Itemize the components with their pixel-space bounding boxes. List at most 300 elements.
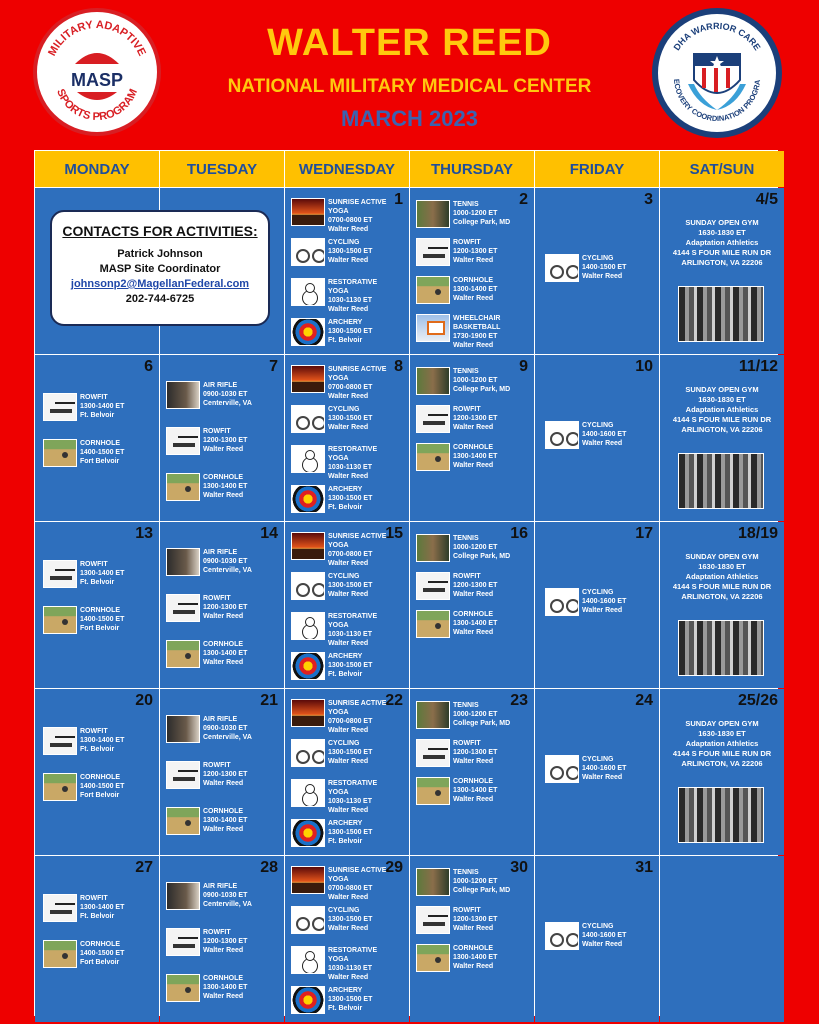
activity-line: 1300-1500 ET bbox=[328, 916, 373, 923]
activity-entry bbox=[166, 928, 247, 956]
activity-line: 1200-1300 ET bbox=[453, 415, 498, 422]
archery-icon bbox=[291, 819, 325, 847]
activity-entry bbox=[291, 612, 377, 648]
activity-line: 0700-0800 ET bbox=[328, 551, 373, 558]
activity-line: 1400-1500 ET bbox=[80, 449, 125, 456]
activity-line: Walter Reed bbox=[453, 925, 494, 932]
activity-line: 1300-1400 ET bbox=[203, 984, 248, 991]
cornhole-icon bbox=[416, 276, 450, 304]
activity-line: Ft. Belvoir bbox=[328, 1005, 363, 1012]
open-gym-text bbox=[664, 719, 780, 769]
activity-line: YOGA bbox=[328, 956, 349, 963]
date-number: 8 bbox=[394, 358, 403, 375]
activity-text bbox=[203, 548, 252, 575]
activity-entry bbox=[291, 779, 377, 815]
activity-line: CORNHOLE bbox=[203, 474, 244, 481]
date-number: 25/26 bbox=[737, 692, 778, 709]
activity-text bbox=[203, 640, 247, 667]
activity-entry bbox=[43, 894, 124, 922]
activity-text bbox=[453, 739, 497, 766]
date-number: 18/19 bbox=[737, 525, 778, 542]
activity-line: Walter Reed bbox=[203, 492, 244, 499]
activity-line: ROWFIT bbox=[453, 406, 481, 413]
activity-entry bbox=[43, 940, 124, 968]
cornhole-icon bbox=[416, 610, 450, 638]
activity-line: 1400-1500 ET bbox=[582, 264, 627, 271]
svg-text:DHA WARRIOR CARE: DHA WARRIOR CARE bbox=[671, 20, 763, 53]
activity-line: CORNHOLE bbox=[80, 941, 121, 948]
date-number: 11/12 bbox=[738, 358, 778, 375]
activity-line: Centerville, VA bbox=[203, 400, 252, 407]
activity-text bbox=[328, 485, 372, 512]
day-cell bbox=[285, 355, 409, 521]
activity-line: 0700-0800 ET bbox=[328, 384, 373, 391]
activity-line: Fort Belvoir bbox=[80, 792, 120, 799]
day-header-monday: MONDAY bbox=[35, 151, 159, 187]
rowfit-icon bbox=[166, 928, 200, 956]
activity-text bbox=[203, 807, 247, 834]
activity-line: Centerville, VA bbox=[203, 734, 252, 741]
svg-text:MASP: MASP bbox=[70, 70, 124, 90]
activity-line: 1400-1500 ET bbox=[80, 616, 125, 623]
activity-line: 1200-1300 ET bbox=[453, 248, 498, 255]
cornhole-icon bbox=[43, 606, 77, 634]
day-cell bbox=[160, 689, 284, 855]
activity-entry bbox=[545, 755, 626, 783]
open-gym-line: ARLINGTON, VA 22206 bbox=[681, 258, 763, 267]
activity-text bbox=[453, 276, 497, 303]
activity-line: AIR RIFLE bbox=[203, 549, 238, 556]
day-cell bbox=[285, 689, 409, 855]
open-gym-line: SUNDAY OPEN GYM bbox=[685, 385, 759, 394]
cornhole-icon bbox=[43, 439, 77, 467]
activity-text bbox=[453, 572, 497, 599]
activity-line: 0900-1030 ET bbox=[203, 725, 248, 732]
open-gym-line: Adaptation Athletics bbox=[685, 572, 759, 581]
activity-text bbox=[328, 365, 386, 401]
activity-line: 1400-1600 ET bbox=[582, 598, 627, 605]
activity-line: YOGA bbox=[328, 375, 349, 382]
activity-line: 1300-1400 ET bbox=[453, 954, 498, 961]
activity-line: Walter Reed bbox=[328, 894, 369, 901]
activity-line: 1300-1500 ET bbox=[328, 415, 373, 422]
activity-text bbox=[328, 986, 372, 1013]
activity-entry bbox=[291, 198, 386, 234]
activity-line: 1030-1130 ET bbox=[328, 798, 372, 805]
activity-line: 1200-1300 ET bbox=[203, 938, 248, 945]
date-number: 31 bbox=[635, 859, 653, 876]
activity-text bbox=[203, 594, 247, 621]
activity-line: Walter Reed bbox=[328, 925, 369, 932]
yoga-icon bbox=[291, 866, 325, 894]
activity-line: Ft. Belvoir bbox=[328, 838, 363, 845]
open-gym-line: ARLINGTON, VA 22206 bbox=[681, 425, 763, 434]
activity-entry bbox=[545, 588, 626, 616]
activity-entry bbox=[416, 739, 497, 767]
activity-line: College Park, MD bbox=[453, 887, 511, 894]
activity-text bbox=[453, 944, 497, 971]
activity-line: RESTORATIVE bbox=[328, 947, 378, 954]
activity-line: SUNRISE ACTIVE bbox=[328, 700, 387, 707]
activity-line: CYCLING bbox=[582, 255, 614, 262]
activity-line: College Park, MD bbox=[453, 219, 511, 226]
activity-entry bbox=[166, 473, 247, 501]
activity-line: Walter Reed bbox=[203, 659, 244, 666]
activity-text bbox=[328, 198, 386, 234]
activity-line: ARCHERY bbox=[328, 486, 363, 493]
activity-entry bbox=[416, 276, 497, 304]
activity-text bbox=[328, 819, 372, 846]
activity-line: RESTORATIVE bbox=[328, 780, 378, 787]
tennis-icon bbox=[416, 367, 450, 395]
activity-entry bbox=[291, 278, 377, 314]
rowfit-icon bbox=[416, 739, 450, 767]
activity-line: Walter Reed bbox=[203, 826, 244, 833]
day-cell bbox=[410, 856, 534, 1022]
activity-line: 1300-1500 ET bbox=[328, 829, 373, 836]
activity-line: 1300-1400 ET bbox=[80, 737, 125, 744]
tennis-icon bbox=[416, 701, 450, 729]
activity-line: Ft. Belvoir bbox=[328, 671, 363, 678]
day-cell bbox=[660, 522, 784, 688]
gym-photo bbox=[678, 286, 764, 342]
day-header-weekend: SAT/SUN bbox=[660, 151, 784, 187]
activity-line: 0900-1030 ET bbox=[203, 892, 248, 899]
activity-text bbox=[453, 534, 510, 561]
activity-line: RESTORATIVE bbox=[328, 613, 378, 620]
activity-text bbox=[453, 868, 510, 895]
activity-entry bbox=[416, 200, 510, 228]
activity-text bbox=[80, 439, 124, 466]
activity-line: 1300-1400 ET bbox=[80, 904, 125, 911]
activity-line: 1730-1900 ET bbox=[453, 333, 498, 340]
activity-text bbox=[80, 773, 124, 800]
activity-line: CORNHOLE bbox=[453, 444, 494, 451]
activity-entry bbox=[166, 381, 252, 409]
activity-entry bbox=[416, 906, 497, 934]
activity-line: 1030-1130 ET bbox=[328, 297, 372, 304]
page-subtitle: NATIONAL MILITARY MEDICAL CENTER bbox=[227, 76, 592, 97]
activity-line: Centerville, VA bbox=[203, 901, 252, 908]
activity-line: 1300-1500 ET bbox=[328, 996, 373, 1003]
activity-line: 0700-0800 ET bbox=[328, 885, 373, 892]
activity-line: TENNIS bbox=[453, 201, 479, 208]
activity-entry bbox=[166, 594, 247, 622]
activity-line: 1200-1300 ET bbox=[453, 916, 498, 923]
page-title: WALTER REED bbox=[267, 22, 552, 64]
contact-phone: 202-744-6725 bbox=[125, 293, 195, 305]
day-cell bbox=[35, 522, 159, 688]
svg-text:SPORTS PROGRAM: SPORTS PROGRAM bbox=[54, 87, 140, 124]
activity-line: CYCLING bbox=[328, 239, 360, 246]
rowfit-icon bbox=[43, 393, 77, 421]
activity-text bbox=[203, 715, 252, 742]
archery-icon bbox=[291, 652, 325, 680]
contacts-box bbox=[50, 210, 270, 326]
activity-line: 0900-1030 ET bbox=[203, 391, 248, 398]
activity-line: CYCLING bbox=[328, 573, 360, 580]
activity-line: Centerville, VA bbox=[203, 567, 252, 574]
day-cell bbox=[535, 188, 659, 354]
day-cell bbox=[285, 188, 409, 354]
activity-line: 1300-1500 ET bbox=[328, 662, 373, 669]
gym-photo bbox=[678, 620, 764, 676]
activity-line: 0900-1030 ET bbox=[203, 558, 248, 565]
activity-text bbox=[203, 473, 247, 500]
date-number: 27 bbox=[135, 859, 153, 876]
activity-line: Fort Belvoir bbox=[80, 959, 120, 966]
cornhole-icon bbox=[166, 974, 200, 1002]
activity-line: Ft. Belvoir bbox=[80, 746, 115, 753]
activity-line: AIR RIFLE bbox=[203, 883, 238, 890]
activity-text bbox=[80, 727, 124, 754]
activity-line: ROWFIT bbox=[80, 728, 108, 735]
activity-line: ROWFIT bbox=[453, 907, 481, 914]
activity-line: ROWFIT bbox=[203, 595, 231, 602]
activity-line: Walter Reed bbox=[328, 393, 369, 400]
activity-line: Walter Reed bbox=[328, 560, 369, 567]
activity-line: 1000-1200 ET bbox=[453, 711, 498, 718]
day-cell bbox=[285, 522, 409, 688]
activity-line: Walter Reed bbox=[203, 780, 244, 787]
activity-entry bbox=[43, 773, 124, 801]
tennis-icon bbox=[416, 534, 450, 562]
activity-line: Ft. Belvoir bbox=[80, 913, 115, 920]
cornhole-icon bbox=[43, 940, 77, 968]
open-gym-line: 1630-1830 ET bbox=[698, 395, 746, 404]
activity-line: 1200-1300 ET bbox=[203, 771, 248, 778]
activity-entry bbox=[166, 715, 252, 743]
date-number: 3 bbox=[644, 191, 653, 208]
day-cell bbox=[285, 856, 409, 1022]
yoga-icon bbox=[291, 198, 325, 226]
activity-text bbox=[328, 445, 377, 481]
activity-line: Walter Reed bbox=[453, 629, 494, 636]
restorative-yoga-icon bbox=[291, 946, 325, 974]
date-number: 17 bbox=[635, 525, 653, 542]
date-number: 24 bbox=[635, 692, 653, 709]
rowfit-icon bbox=[166, 761, 200, 789]
day-cell bbox=[410, 355, 534, 521]
open-gym-text bbox=[664, 552, 780, 602]
activity-entry bbox=[291, 866, 386, 902]
activity-line: TENNIS bbox=[453, 702, 479, 709]
activity-text bbox=[80, 560, 124, 587]
activity-line: 1300-1400 ET bbox=[453, 286, 498, 293]
activity-line: SUNRISE ACTIVE bbox=[328, 867, 387, 874]
activity-line: Walter Reed bbox=[328, 807, 369, 814]
activity-line: ROWFIT bbox=[80, 561, 108, 568]
activity-line: CORNHOLE bbox=[80, 440, 121, 447]
activity-entry bbox=[545, 922, 626, 950]
activity-line: YOGA bbox=[328, 455, 349, 462]
activity-line: CORNHOLE bbox=[203, 808, 244, 815]
activity-line: YOGA bbox=[328, 288, 349, 295]
rowfit-icon bbox=[43, 560, 77, 588]
activity-text bbox=[453, 701, 510, 728]
cycling-icon bbox=[291, 405, 325, 433]
open-gym-line: Adaptation Athletics bbox=[685, 238, 759, 247]
activity-line: Walter Reed bbox=[453, 342, 494, 349]
gym-photo bbox=[678, 787, 764, 843]
activity-entry bbox=[43, 439, 124, 467]
cycling-icon bbox=[545, 421, 579, 449]
activity-line: Walter Reed bbox=[203, 446, 244, 453]
activity-text bbox=[328, 572, 372, 599]
activity-line: 1300-1400 ET bbox=[453, 787, 498, 794]
activity-line: Walter Reed bbox=[328, 727, 369, 734]
activity-line: 1200-1300 ET bbox=[453, 749, 498, 756]
activity-line: 1300-1400 ET bbox=[453, 453, 498, 460]
date-number: 7 bbox=[269, 358, 278, 375]
activity-entry bbox=[166, 807, 247, 835]
day-cell bbox=[410, 188, 534, 354]
restorative-yoga-icon bbox=[291, 612, 325, 640]
archery-icon bbox=[291, 318, 325, 346]
activity-entry bbox=[291, 946, 377, 982]
activity-line: ROWFIT bbox=[203, 929, 231, 936]
open-gym-line: 4144 S FOUR MILE RUN DR bbox=[672, 582, 772, 591]
date-number: 23 bbox=[510, 692, 528, 709]
activity-line: 1000-1200 ET bbox=[453, 210, 498, 217]
activity-entry bbox=[166, 761, 247, 789]
date-number: 2 bbox=[519, 191, 528, 208]
activity-line: Walter Reed bbox=[328, 640, 369, 647]
cornhole-icon bbox=[166, 640, 200, 668]
activity-entry bbox=[416, 868, 510, 896]
activity-line: Walter Reed bbox=[453, 424, 494, 431]
activity-line: ARCHERY bbox=[328, 319, 363, 326]
basketball-icon bbox=[416, 314, 450, 342]
cycling-icon bbox=[291, 238, 325, 266]
cycling-icon bbox=[291, 572, 325, 600]
activity-text bbox=[203, 381, 252, 408]
activity-line: ROWFIT bbox=[203, 428, 231, 435]
dha-emblem-icon bbox=[658, 14, 776, 132]
activity-line: ROWFIT bbox=[80, 394, 108, 401]
cycling-icon bbox=[545, 588, 579, 616]
activity-text bbox=[453, 443, 497, 470]
open-gym-line: SUNDAY OPEN GYM bbox=[685, 719, 759, 728]
restorative-yoga-icon bbox=[291, 445, 325, 473]
activity-line: Walter Reed bbox=[453, 257, 494, 264]
activity-entry bbox=[291, 405, 372, 433]
activity-line: 1400-1500 ET bbox=[80, 783, 125, 790]
activity-line: 1000-1200 ET bbox=[453, 878, 498, 885]
activity-entry bbox=[416, 777, 497, 805]
activity-entry bbox=[416, 534, 510, 562]
open-gym-line: 1630-1830 ET bbox=[698, 562, 746, 571]
day-cell bbox=[410, 522, 534, 688]
activity-line: Walter Reed bbox=[203, 947, 244, 954]
cycling-icon bbox=[545, 755, 579, 783]
activity-line: 0700-0800 ET bbox=[328, 217, 373, 224]
activity-line: Ft. Belvoir bbox=[328, 504, 363, 511]
activity-text bbox=[453, 405, 497, 432]
activity-text bbox=[80, 393, 124, 420]
day-header-thursday: THURSDAY bbox=[410, 151, 534, 187]
activity-entry bbox=[545, 254, 626, 282]
activity-text bbox=[328, 866, 386, 902]
activity-line: Walter Reed bbox=[328, 591, 369, 598]
activity-text bbox=[582, 254, 626, 281]
activity-entry bbox=[166, 974, 247, 1002]
day-cell bbox=[160, 355, 284, 521]
tennis-icon bbox=[416, 200, 450, 228]
date-number: 4/5 bbox=[755, 191, 778, 208]
rowfit-icon bbox=[43, 894, 77, 922]
activity-line: 1200-1300 ET bbox=[203, 604, 248, 611]
activity-line: BASKETBALL bbox=[453, 324, 501, 331]
activity-line: 1300-1500 ET bbox=[328, 328, 373, 335]
day-cell bbox=[660, 188, 784, 354]
day-cell bbox=[535, 689, 659, 855]
open-gym-line: 4144 S FOUR MILE RUN DR bbox=[672, 415, 772, 424]
date-number: 13 bbox=[135, 525, 153, 542]
activity-entry bbox=[291, 986, 372, 1014]
open-gym-line: ARLINGTON, VA 22206 bbox=[681, 759, 763, 768]
archery-icon bbox=[291, 986, 325, 1014]
rowfit-icon bbox=[166, 594, 200, 622]
activity-line: WHEELCHAIR bbox=[453, 315, 501, 322]
activity-line: 1400-1600 ET bbox=[582, 431, 627, 438]
activity-line: CORNHOLE bbox=[453, 611, 494, 618]
activity-entry bbox=[43, 560, 124, 588]
cornhole-icon bbox=[416, 777, 450, 805]
contact-email-link[interactable]: johnsonp2@MagellanFederal.com bbox=[70, 278, 250, 290]
svg-text:RECOVERY COORDINATION PROGRAM: ECOVERY COORDINATION PROGRA bbox=[671, 78, 763, 124]
open-gym-text bbox=[664, 218, 780, 268]
activity-line: SUNRISE ACTIVE bbox=[328, 199, 387, 206]
activity-entry bbox=[291, 238, 372, 266]
activity-line: 1030-1130 ET bbox=[328, 631, 372, 638]
activity-entry bbox=[291, 445, 377, 481]
open-gym-line: 1630-1830 ET bbox=[698, 729, 746, 738]
activity-text bbox=[328, 612, 377, 648]
activity-line: Walter Reed bbox=[582, 440, 623, 447]
activity-entry bbox=[166, 548, 252, 576]
activity-line: AIR RIFLE bbox=[203, 382, 238, 389]
activity-line: ROWFIT bbox=[453, 239, 481, 246]
day-cell bbox=[660, 355, 784, 521]
restorative-yoga-icon bbox=[291, 779, 325, 807]
activity-text bbox=[328, 405, 372, 432]
cycling-icon bbox=[291, 739, 325, 767]
activity-line: SUNRISE ACTIVE bbox=[328, 366, 387, 373]
activity-text bbox=[203, 882, 252, 909]
activity-line: RESTORATIVE bbox=[328, 446, 378, 453]
activity-line: 1300-1400 ET bbox=[203, 650, 248, 657]
activity-line: 1400-1600 ET bbox=[582, 932, 627, 939]
activity-line: 1300-1400 ET bbox=[80, 570, 125, 577]
activity-line: 1300-1400 ET bbox=[203, 483, 248, 490]
activity-line: CYCLING bbox=[582, 756, 614, 763]
activity-line: College Park, MD bbox=[453, 386, 511, 393]
activity-line: 1300-1500 ET bbox=[328, 582, 373, 589]
date-number: 20 bbox=[135, 692, 153, 709]
activity-line: Walter Reed bbox=[453, 758, 494, 765]
contact-heading: CONTACTS FOR ACTIVITIES: bbox=[62, 223, 258, 239]
activity-line: CORNHOLE bbox=[203, 975, 244, 982]
air-rifle-icon bbox=[166, 548, 200, 576]
activity-line: 1200-1300 ET bbox=[203, 437, 248, 444]
activity-line: Walter Reed bbox=[328, 758, 369, 765]
activity-text bbox=[328, 652, 372, 679]
date-number: 6 bbox=[144, 358, 153, 375]
activity-line: Walter Reed bbox=[453, 462, 494, 469]
day-cell bbox=[35, 188, 258, 354]
activity-line: ARCHERY bbox=[328, 820, 363, 827]
